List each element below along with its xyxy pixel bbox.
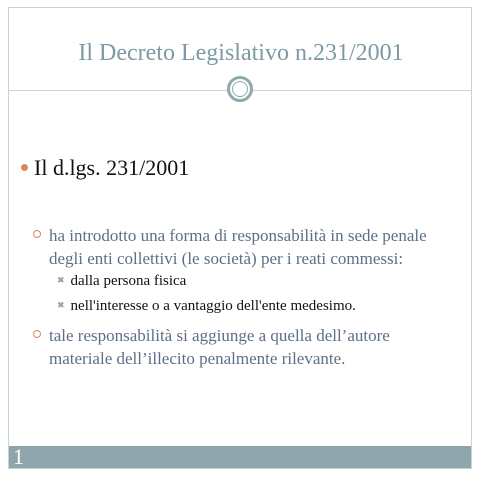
sub-sub-bullet-2-text: nell'interesse o a vantaggio dell'ente medesimo. xyxy=(70,298,356,314)
hollow-circle-bullet-icon xyxy=(33,330,41,338)
sub-bullet-2-text: tale responsabilità si aggiunge a quella dell’autore materiale dell’illecito penalmente rilevante. xyxy=(49,326,390,368)
hollow-circle-bullet-icon xyxy=(33,230,41,238)
main-bullet-text: Il d.lgs. 231/2001 xyxy=(34,155,190,180)
ring-icon xyxy=(227,76,253,102)
page-number: 1 xyxy=(13,444,24,469)
footer-bar xyxy=(9,446,472,469)
sub-bullet-1-text: ha introdotto una forma di responsabilità in sede penale degli enti collettivi (le società) per i reati commessi: xyxy=(49,226,427,268)
main-bullet xyxy=(21,155,189,181)
sub-bullet-2 xyxy=(33,324,453,370)
sub-sub-bullet-1 xyxy=(57,273,186,290)
sub-sub-bullet-1-text: dalla persona fisica xyxy=(70,273,187,289)
slide xyxy=(8,7,472,469)
sub-bullet-1 xyxy=(33,224,453,270)
filled-circle-bullet-icon xyxy=(21,164,28,171)
slide-title: Il Decreto Legislativo n.231/2001 xyxy=(78,40,404,66)
x-mark-bullet-icon: ✖ xyxy=(57,301,65,311)
x-mark-bullet-icon: ✖ xyxy=(57,276,65,286)
sub-sub-bullet-2 xyxy=(57,298,356,315)
